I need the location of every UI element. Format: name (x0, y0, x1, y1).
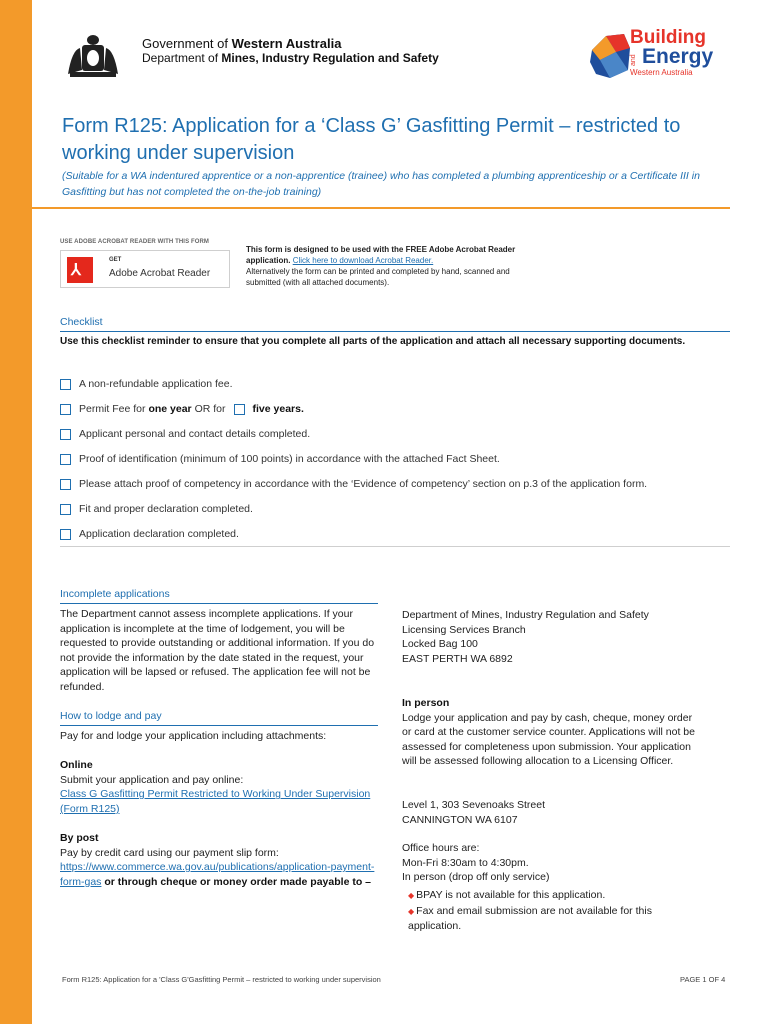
application-declaration-checkbox[interactable] (60, 529, 71, 540)
office-hours: Office hours are: Mon-Fri 8:30am to 4:30pm. In person (drop off only service) (402, 842, 550, 884)
download-acrobat-link[interactable]: Click here to download Acrobat Reader. (292, 256, 434, 265)
checklist-item: Applicant personal and contact details completed. (60, 428, 310, 440)
acrobat-icon: ⅄ (67, 257, 93, 283)
incomplete-rule (60, 603, 378, 604)
checklist-item: Fit and proper declaration completed. (60, 503, 253, 515)
form-subtitle: (Suitable for a WA indentured apprentice or a non-apprentice (trainee) who has completed a plumbing apprenticeship or a Certificate III in Gasfitting but has not completed the on-the-job training) (62, 170, 700, 198)
checklist-heading: Checklist (60, 316, 103, 328)
checklist-item: Please attach proof of competency in accordance with the ‘Evidence of competency’ section on p.3 of the application form. (60, 478, 647, 490)
checklist-item: A non-refundable application fee. (60, 378, 233, 390)
proof-id-checkbox[interactable] (60, 454, 71, 465)
checklist-item: Application declaration completed. (60, 528, 239, 540)
checklist-item: Proof of identification (minimum of 100 points) in accordance with the attached Fact Sheet. (60, 453, 500, 465)
wa-map-icon (586, 30, 634, 82)
lodge-intro: Pay for and lodge your application including attachments: (60, 730, 327, 742)
list-item: ◆ Fax and email submission are not available for this application. (408, 904, 652, 933)
one-year-checkbox[interactable] (60, 404, 71, 415)
incomplete-text: The Department cannot assess incomplete applications. If your application is incomplete at the time of lodgement, you will be requested to provide outstanding or additional information. If you do not provide the information by the date stated in the request, your application will be lapsed or refused. The application fee will not be refunded. (60, 608, 375, 693)
five-years-checkbox[interactable] (234, 404, 245, 415)
in-person-section: In person Lodge your application and pay by cash, cheque, money order or card at the customer service counter. Applications will not be assessed for completeness upon submission. Your application will be assessed following allocation to a Licensing Officer. (402, 697, 695, 768)
office-address: Level 1, 303 Sevenoaks Street CANNINGTON WA 6107 (402, 799, 546, 826)
wa-crest-logo (62, 30, 124, 80)
header-divider (32, 207, 730, 209)
government-heading: Government of Western Australia Department of Mines, Industry Regulation and Safety (142, 36, 439, 65)
building-and-energy-logo: Building and Energy Western Australia (586, 26, 736, 82)
diamond-bullet-icon: ◆ (408, 891, 415, 900)
lodge-rule (60, 725, 378, 726)
application-fee-checkbox[interactable] (60, 379, 71, 390)
checklist-item: Permit Fee for one year OR for five years. (60, 403, 304, 415)
checklist-rule (60, 331, 730, 332)
diamond-bullet-icon: ◆ (408, 906, 415, 916)
page-number: PAGE 1 OF 4 (680, 975, 726, 984)
personal-details-checkbox[interactable] (60, 429, 71, 440)
incomplete-heading: Incomplete applications (60, 588, 170, 600)
competency-checkbox[interactable] (60, 479, 71, 490)
acrobat-caption: USE ADOBE ACROBAT READER WITH THIS FORM (60, 239, 210, 245)
online-application-link[interactable]: Class G Gasfitting Permit Restricted to Working Under Supervision (Form R125) (60, 788, 371, 815)
list-item: ◆ BPAY is not available for this application. (408, 889, 606, 901)
footer-form-title: Form R125: Application for a 'Class G'Gasfitting Permit – restricted to working under supervision (62, 975, 381, 984)
lodge-heading: How to lodge and pay (60, 710, 162, 722)
payment-form-link[interactable]: https://www.commerce.wa.gov.au/publications/application-payment-form-gas (60, 861, 375, 888)
postal-address: Department of Mines, Industry Regulation and Safety Licensing Services Branch Locked Bag 100 EAST PERTH WA 6892 (402, 609, 649, 665)
get-acrobat-button[interactable]: ⅄ GET Adobe Acrobat Reader (60, 250, 230, 288)
left-accent-bar (0, 0, 32, 1024)
acrobat-note: This form is designed to be used with the FREE Adobe Acrobat Reader application. Click here to download Acrobat Reader. Alternatively the form can be printed and completed by hand, scanned and submitted (with all attached documents). (246, 245, 516, 287)
fit-proper-checkbox[interactable] (60, 504, 71, 515)
online-section: Online Submit your application and pay online: Class G Gasfitting Permit Restricted to Working Under Supervision (Form R125) (60, 759, 371, 815)
form-title: Form R125: Application for a ‘Class G’ Gasfitting Permit – restricted to working under supervision (62, 115, 681, 164)
checklist-end-rule (60, 546, 730, 547)
post-section: By post Pay by credit card using our payment slip form: https://www.commerce.wa.gov.au/publications/application-payment-form-gas or through cheque or money order made payable to – (60, 832, 375, 888)
checklist-intro: Use this checklist reminder to ensure that you complete all parts of the application and attach all necessary supporting documents. (60, 336, 686, 347)
bullet-list (408, 888, 700, 934)
